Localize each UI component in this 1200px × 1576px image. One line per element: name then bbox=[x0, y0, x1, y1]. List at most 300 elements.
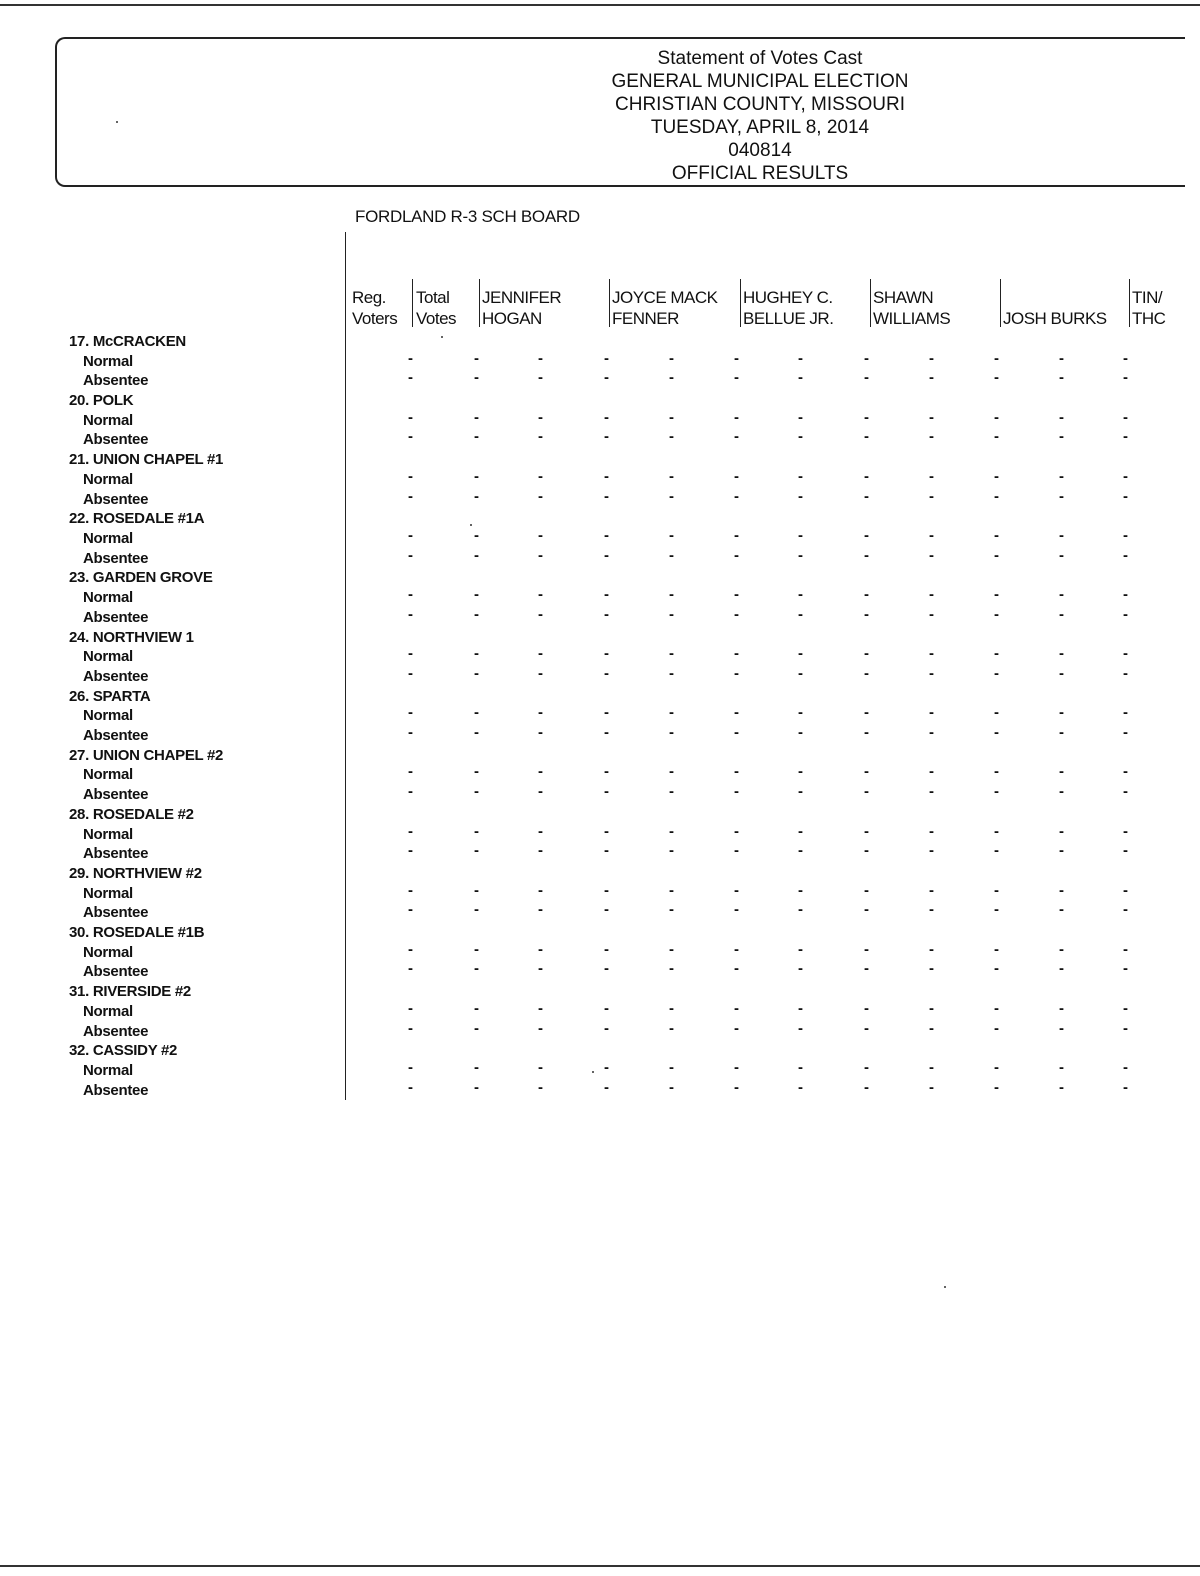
vote-count-cell: - bbox=[994, 823, 999, 840]
vote-count-cell: - bbox=[734, 941, 739, 958]
vote-count-cell: - bbox=[929, 665, 934, 682]
vote-count-cell: - bbox=[1123, 409, 1128, 426]
precinct-name: 29. NORTHVIEW #2 bbox=[69, 865, 202, 882]
vote-count-cell: - bbox=[669, 645, 674, 662]
vote-count-cell: - bbox=[929, 547, 934, 564]
precinct-name: 27. UNION CHAPEL #2 bbox=[69, 747, 224, 764]
scan-speck bbox=[592, 1071, 594, 1073]
vote-count-cell: - bbox=[408, 488, 413, 505]
page-bottom-edge bbox=[0, 1565, 1200, 1567]
vote-count-cell: - bbox=[474, 369, 479, 386]
vote-type-label: Absentee bbox=[83, 550, 149, 567]
vote-count-cell: - bbox=[864, 1059, 869, 1076]
vote-count-cell: - bbox=[1059, 823, 1064, 840]
column-header-line2: Voters bbox=[352, 309, 398, 328]
vote-count-cell: - bbox=[864, 842, 869, 859]
vote-count-cell: - bbox=[474, 1020, 479, 1037]
vote-count-cell: - bbox=[669, 960, 674, 977]
vote-count-cell: - bbox=[864, 1079, 869, 1096]
vote-type-label: Normal bbox=[83, 1003, 133, 1020]
vote-count-cell: - bbox=[994, 606, 999, 623]
vote-count-cell: - bbox=[798, 586, 803, 603]
vote-count-cell: - bbox=[408, 586, 413, 603]
column-header bbox=[612, 287, 718, 329]
report-header-line: CHRISTIAN COUNTY, MISSOURI bbox=[615, 94, 905, 115]
vote-count-cell: - bbox=[1059, 783, 1064, 800]
vote-count-cell: - bbox=[1123, 901, 1128, 918]
vote-count-cell: - bbox=[929, 901, 934, 918]
vote-count-cell: - bbox=[669, 1079, 674, 1096]
vote-count-cell: - bbox=[538, 901, 543, 918]
vote-count-cell: - bbox=[798, 783, 803, 800]
vote-count-cell: - bbox=[798, 724, 803, 741]
vote-type-label: Normal bbox=[83, 412, 133, 429]
vote-type-label: Absentee bbox=[83, 372, 149, 389]
precinct-name: 30. ROSEDALE #1B bbox=[69, 924, 205, 941]
vote-count-cell: - bbox=[408, 350, 413, 367]
vote-count-cell: - bbox=[1059, 763, 1064, 780]
column-header-line1 bbox=[1003, 287, 1107, 308]
vote-count-cell: - bbox=[408, 941, 413, 958]
vote-count-cell: - bbox=[408, 842, 413, 859]
vote-count-cell: - bbox=[408, 783, 413, 800]
vote-count-cell: - bbox=[1059, 645, 1064, 662]
vote-count-cell: - bbox=[1123, 783, 1128, 800]
vote-count-cell: - bbox=[474, 428, 479, 445]
vote-count-cell: - bbox=[994, 960, 999, 977]
column-header-line2: HOGAN bbox=[482, 309, 542, 328]
vote-count-cell: - bbox=[538, 724, 543, 741]
vote-count-cell: - bbox=[538, 527, 543, 544]
vote-count-cell: - bbox=[408, 960, 413, 977]
vote-count-cell: - bbox=[1059, 704, 1064, 721]
vote-count-cell: - bbox=[1059, 1000, 1064, 1017]
precinct-name: 31. RIVERSIDE #2 bbox=[69, 983, 191, 1000]
vote-count-cell: - bbox=[1123, 586, 1128, 603]
vote-count-cell: - bbox=[408, 527, 413, 544]
vote-count-cell: - bbox=[864, 369, 869, 386]
vote-count-cell: - bbox=[864, 882, 869, 899]
vote-type-label: Absentee bbox=[83, 668, 149, 685]
vote-count-cell: - bbox=[669, 763, 674, 780]
vote-count-cell: - bbox=[604, 1059, 609, 1076]
vote-count-cell: - bbox=[538, 704, 543, 721]
vote-count-cell: - bbox=[994, 488, 999, 505]
vote-count-cell: - bbox=[864, 586, 869, 603]
vote-type-label: Absentee bbox=[83, 1082, 149, 1099]
vote-count-cell: - bbox=[734, 823, 739, 840]
column-header-line1: JENNIFER bbox=[482, 288, 562, 307]
vote-count-cell: - bbox=[798, 547, 803, 564]
vote-count-cell: - bbox=[408, 468, 413, 485]
vote-count-cell: - bbox=[408, 547, 413, 564]
vote-count-cell: - bbox=[734, 882, 739, 899]
vote-count-cell: - bbox=[474, 488, 479, 505]
vote-count-cell: - bbox=[604, 369, 609, 386]
vote-count-cell: - bbox=[408, 763, 413, 780]
vote-count-cell: - bbox=[604, 783, 609, 800]
vote-count-cell: - bbox=[474, 665, 479, 682]
scan-speck bbox=[944, 1286, 946, 1288]
vote-count-cell: - bbox=[994, 882, 999, 899]
vote-count-cell: - bbox=[929, 350, 934, 367]
vote-count-cell: - bbox=[538, 428, 543, 445]
vote-count-cell: - bbox=[929, 783, 934, 800]
vote-type-label: Normal bbox=[83, 471, 133, 488]
vote-count-cell: - bbox=[604, 645, 609, 662]
vote-count-cell: - bbox=[408, 724, 413, 741]
vote-count-cell: - bbox=[1059, 842, 1064, 859]
vote-count-cell: - bbox=[994, 428, 999, 445]
vote-count-cell: - bbox=[734, 645, 739, 662]
vote-count-cell: - bbox=[669, 704, 674, 721]
vote-count-cell: - bbox=[864, 823, 869, 840]
vote-type-label: Absentee bbox=[83, 727, 149, 744]
vote-count-cell: - bbox=[669, 350, 674, 367]
vote-count-cell: - bbox=[604, 823, 609, 840]
vote-count-cell: - bbox=[669, 1000, 674, 1017]
vote-count-cell: - bbox=[1059, 1059, 1064, 1076]
vote-count-cell: - bbox=[864, 704, 869, 721]
column-header bbox=[1003, 287, 1107, 329]
vote-count-cell: - bbox=[538, 586, 543, 603]
vote-count-cell: - bbox=[929, 606, 934, 623]
vote-count-cell: - bbox=[1059, 665, 1064, 682]
vote-count-cell: - bbox=[798, 606, 803, 623]
column-header-line2: WILLIAMS bbox=[873, 309, 951, 328]
column-divider bbox=[609, 279, 610, 327]
vote-count-cell: - bbox=[994, 941, 999, 958]
vote-count-cell: - bbox=[864, 645, 869, 662]
vote-count-cell: - bbox=[604, 547, 609, 564]
vote-count-cell: - bbox=[864, 763, 869, 780]
vote-type-label: Absentee bbox=[83, 963, 149, 980]
vote-count-cell: - bbox=[538, 665, 543, 682]
vote-count-cell: - bbox=[408, 882, 413, 899]
vote-count-cell: - bbox=[734, 901, 739, 918]
precinct-name: 32. CASSIDY #2 bbox=[69, 1042, 178, 1059]
vote-count-cell: - bbox=[734, 783, 739, 800]
vote-count-cell: - bbox=[798, 527, 803, 544]
vote-type-label: Normal bbox=[83, 766, 133, 783]
vote-count-cell: - bbox=[669, 409, 674, 426]
vote-count-cell: - bbox=[408, 1000, 413, 1017]
vote-count-cell: - bbox=[994, 783, 999, 800]
vote-count-cell: - bbox=[929, 1020, 934, 1037]
vote-count-cell: - bbox=[734, 1059, 739, 1076]
vote-count-cell: - bbox=[929, 842, 934, 859]
vote-count-cell: - bbox=[538, 783, 543, 800]
vote-count-cell: - bbox=[669, 369, 674, 386]
vote-count-cell: - bbox=[734, 1020, 739, 1037]
vote-count-cell: - bbox=[1123, 763, 1128, 780]
column-header-line2: BELLUE JR. bbox=[743, 309, 834, 328]
vote-count-cell: - bbox=[538, 350, 543, 367]
vote-type-label: Normal bbox=[83, 885, 133, 902]
vote-count-cell: - bbox=[604, 704, 609, 721]
vote-count-cell: - bbox=[798, 665, 803, 682]
vote-count-cell: - bbox=[798, 350, 803, 367]
vote-count-cell: - bbox=[798, 409, 803, 426]
vote-count-cell: - bbox=[864, 960, 869, 977]
vote-count-cell: - bbox=[864, 488, 869, 505]
vote-count-cell: - bbox=[734, 488, 739, 505]
column-header bbox=[743, 287, 833, 329]
vote-count-cell: - bbox=[1059, 468, 1064, 485]
column-header-line1: Total bbox=[416, 288, 450, 307]
vote-count-cell: - bbox=[1123, 1020, 1128, 1037]
vote-count-cell: - bbox=[538, 941, 543, 958]
vote-count-cell: - bbox=[474, 960, 479, 977]
vote-count-cell: - bbox=[864, 468, 869, 485]
vote-count-cell: - bbox=[604, 724, 609, 741]
vote-count-cell: - bbox=[734, 350, 739, 367]
vote-count-cell: - bbox=[1059, 350, 1064, 367]
vote-count-cell: - bbox=[538, 1020, 543, 1037]
report-header-line: Statement of Votes Cast bbox=[657, 48, 863, 69]
vote-type-label: Normal bbox=[83, 707, 133, 724]
vote-count-cell: - bbox=[994, 586, 999, 603]
vote-count-cell: - bbox=[734, 428, 739, 445]
vote-count-cell: - bbox=[734, 468, 739, 485]
vote-count-cell: - bbox=[1123, 488, 1128, 505]
vote-count-cell: - bbox=[1123, 645, 1128, 662]
vote-count-cell: - bbox=[994, 350, 999, 367]
vote-count-cell: - bbox=[994, 763, 999, 780]
vote-count-cell: - bbox=[994, 409, 999, 426]
scan-speck bbox=[470, 524, 472, 526]
column-header-line1: TIN/ bbox=[1132, 288, 1163, 307]
vote-count-cell: - bbox=[669, 586, 674, 603]
vote-count-cell: - bbox=[929, 586, 934, 603]
vote-count-cell: - bbox=[929, 1079, 934, 1096]
vote-count-cell: - bbox=[929, 823, 934, 840]
precinct-name: 22. ROSEDALE #1A bbox=[69, 510, 205, 527]
vote-count-cell: - bbox=[864, 409, 869, 426]
vote-count-cell: - bbox=[929, 428, 934, 445]
column-header bbox=[1132, 287, 1166, 329]
vote-count-cell: - bbox=[538, 960, 543, 977]
vote-count-cell: - bbox=[474, 409, 479, 426]
precinct-name: 23. GARDEN GROVE bbox=[69, 569, 213, 586]
vote-count-cell: - bbox=[604, 428, 609, 445]
vote-count-cell: - bbox=[474, 1079, 479, 1096]
vote-count-cell: - bbox=[474, 783, 479, 800]
vote-count-cell: - bbox=[994, 901, 999, 918]
vote-count-cell: - bbox=[798, 901, 803, 918]
vote-count-cell: - bbox=[1123, 606, 1128, 623]
vote-count-cell: - bbox=[474, 1059, 479, 1076]
vote-type-label: Absentee bbox=[83, 786, 149, 803]
vote-count-cell: - bbox=[994, 1059, 999, 1076]
column-divider bbox=[870, 279, 871, 327]
vote-type-label: Normal bbox=[83, 648, 133, 665]
vote-type-label: Absentee bbox=[83, 491, 149, 508]
column-divider bbox=[1129, 279, 1130, 327]
vote-count-cell: - bbox=[734, 960, 739, 977]
vote-count-cell: - bbox=[1123, 960, 1128, 977]
vote-count-cell: - bbox=[929, 724, 934, 741]
vote-count-cell: - bbox=[474, 882, 479, 899]
vote-count-cell: - bbox=[1059, 901, 1064, 918]
vote-type-label: Absentee bbox=[83, 1023, 149, 1040]
column-header bbox=[352, 287, 397, 329]
column-header bbox=[482, 287, 561, 329]
column-header-line2: Votes bbox=[416, 309, 457, 328]
vote-count-cell: - bbox=[1123, 842, 1128, 859]
vote-count-cell: - bbox=[669, 527, 674, 544]
column-header-line2: FENNER bbox=[612, 309, 679, 328]
report-header-line: 040814 bbox=[728, 140, 792, 161]
vote-count-cell: - bbox=[734, 724, 739, 741]
vote-count-cell: - bbox=[864, 428, 869, 445]
column-header-line1: SHAWN bbox=[873, 288, 934, 307]
vote-count-cell: - bbox=[734, 763, 739, 780]
precinct-name: 21. UNION CHAPEL #1 bbox=[69, 451, 224, 468]
vote-count-cell: - bbox=[929, 882, 934, 899]
vote-count-cell: - bbox=[538, 488, 543, 505]
vote-count-cell: - bbox=[669, 901, 674, 918]
vote-count-cell: - bbox=[538, 882, 543, 899]
vote-type-label: Normal bbox=[83, 589, 133, 606]
vote-count-cell: - bbox=[734, 586, 739, 603]
vote-count-cell: - bbox=[798, 1020, 803, 1037]
vote-count-cell: - bbox=[1059, 547, 1064, 564]
vote-count-cell: - bbox=[864, 1020, 869, 1037]
vote-count-cell: - bbox=[604, 586, 609, 603]
page-top-edge bbox=[0, 4, 1200, 6]
vote-type-label: Normal bbox=[83, 530, 133, 547]
vote-count-cell: - bbox=[1123, 823, 1128, 840]
vote-count-cell: - bbox=[1123, 547, 1128, 564]
vote-count-cell: - bbox=[864, 941, 869, 958]
vote-count-cell: - bbox=[669, 724, 674, 741]
vote-count-cell: - bbox=[798, 941, 803, 958]
vote-count-cell: - bbox=[604, 842, 609, 859]
vote-count-cell: - bbox=[474, 842, 479, 859]
vote-count-cell: - bbox=[474, 547, 479, 564]
vote-count-cell: - bbox=[994, 842, 999, 859]
vote-count-cell: - bbox=[474, 724, 479, 741]
vote-count-cell: - bbox=[538, 645, 543, 662]
vote-count-cell: - bbox=[798, 1079, 803, 1096]
vote-count-cell: - bbox=[1123, 350, 1128, 367]
vote-count-cell: - bbox=[604, 606, 609, 623]
vote-type-label: Absentee bbox=[83, 845, 149, 862]
column-divider bbox=[740, 279, 741, 327]
vote-count-cell: - bbox=[474, 763, 479, 780]
vote-count-cell: - bbox=[1123, 724, 1128, 741]
vote-count-cell: - bbox=[604, 1000, 609, 1017]
vote-count-cell: - bbox=[408, 1059, 413, 1076]
vote-count-cell: - bbox=[864, 606, 869, 623]
vote-count-cell: - bbox=[994, 645, 999, 662]
race-title: FORDLAND R-3 SCH BOARD bbox=[355, 207, 580, 226]
vote-count-cell: - bbox=[929, 527, 934, 544]
vote-count-cell: - bbox=[1059, 882, 1064, 899]
vote-count-cell: - bbox=[734, 665, 739, 682]
vote-type-label: Normal bbox=[83, 1062, 133, 1079]
vote-count-cell: - bbox=[538, 547, 543, 564]
precinct-name: 17. McCRACKEN bbox=[69, 333, 186, 350]
vote-type-label: Normal bbox=[83, 944, 133, 961]
vote-count-cell: - bbox=[538, 1079, 543, 1096]
vote-count-cell: - bbox=[734, 842, 739, 859]
report-header bbox=[560, 47, 960, 185]
vote-count-cell: - bbox=[994, 1020, 999, 1037]
vote-count-cell: - bbox=[734, 527, 739, 544]
vote-count-cell: - bbox=[538, 369, 543, 386]
vote-count-cell: - bbox=[734, 606, 739, 623]
vote-count-cell: - bbox=[604, 665, 609, 682]
vote-count-cell: - bbox=[734, 1000, 739, 1017]
vote-count-cell: - bbox=[798, 960, 803, 977]
vote-count-cell: - bbox=[734, 704, 739, 721]
vote-count-cell: - bbox=[474, 586, 479, 603]
vote-count-cell: - bbox=[1059, 586, 1064, 603]
vote-count-cell: - bbox=[798, 468, 803, 485]
column-divider bbox=[412, 279, 413, 327]
column-header bbox=[873, 287, 950, 329]
vote-count-cell: - bbox=[538, 468, 543, 485]
vote-count-cell: - bbox=[474, 527, 479, 544]
vote-count-cell: - bbox=[474, 645, 479, 662]
vote-count-cell: - bbox=[734, 1079, 739, 1096]
vote-count-cell: - bbox=[798, 704, 803, 721]
vote-count-cell: - bbox=[994, 369, 999, 386]
vote-count-cell: - bbox=[734, 369, 739, 386]
column-header bbox=[416, 287, 456, 329]
vote-count-cell: - bbox=[994, 704, 999, 721]
column-header-line2: THC bbox=[1132, 309, 1166, 328]
vote-count-cell: - bbox=[929, 763, 934, 780]
vote-count-cell: - bbox=[474, 823, 479, 840]
column-header-line2: JOSH BURKS bbox=[1003, 309, 1107, 328]
precinct-name: 26. SPARTA bbox=[69, 688, 151, 705]
vote-count-cell: - bbox=[929, 1059, 934, 1076]
vote-type-label: Absentee bbox=[83, 609, 149, 626]
vote-count-cell: - bbox=[1059, 369, 1064, 386]
vote-count-cell: - bbox=[538, 1059, 543, 1076]
vote-count-cell: - bbox=[669, 428, 674, 445]
label-column-divider bbox=[345, 232, 346, 1100]
vote-count-cell: - bbox=[604, 1079, 609, 1096]
vote-count-cell: - bbox=[929, 468, 934, 485]
vote-count-cell: - bbox=[1059, 960, 1064, 977]
vote-count-cell: - bbox=[929, 645, 934, 662]
vote-count-cell: - bbox=[538, 1000, 543, 1017]
vote-count-cell: - bbox=[864, 547, 869, 564]
vote-count-cell: - bbox=[1123, 941, 1128, 958]
vote-count-cell: - bbox=[604, 1020, 609, 1037]
vote-count-cell: - bbox=[994, 547, 999, 564]
vote-count-cell: - bbox=[669, 941, 674, 958]
vote-count-cell: - bbox=[669, 1059, 674, 1076]
vote-count-cell: - bbox=[408, 665, 413, 682]
vote-count-cell: - bbox=[798, 882, 803, 899]
vote-count-cell: - bbox=[864, 1000, 869, 1017]
vote-count-cell: - bbox=[864, 527, 869, 544]
vote-count-cell: - bbox=[1123, 428, 1128, 445]
vote-count-cell: - bbox=[408, 428, 413, 445]
vote-count-cell: - bbox=[604, 941, 609, 958]
vote-count-cell: - bbox=[538, 823, 543, 840]
vote-count-cell: - bbox=[408, 369, 413, 386]
vote-count-cell: - bbox=[669, 842, 674, 859]
vote-count-cell: - bbox=[798, 823, 803, 840]
vote-count-cell: - bbox=[604, 882, 609, 899]
vote-count-cell: - bbox=[798, 1000, 803, 1017]
